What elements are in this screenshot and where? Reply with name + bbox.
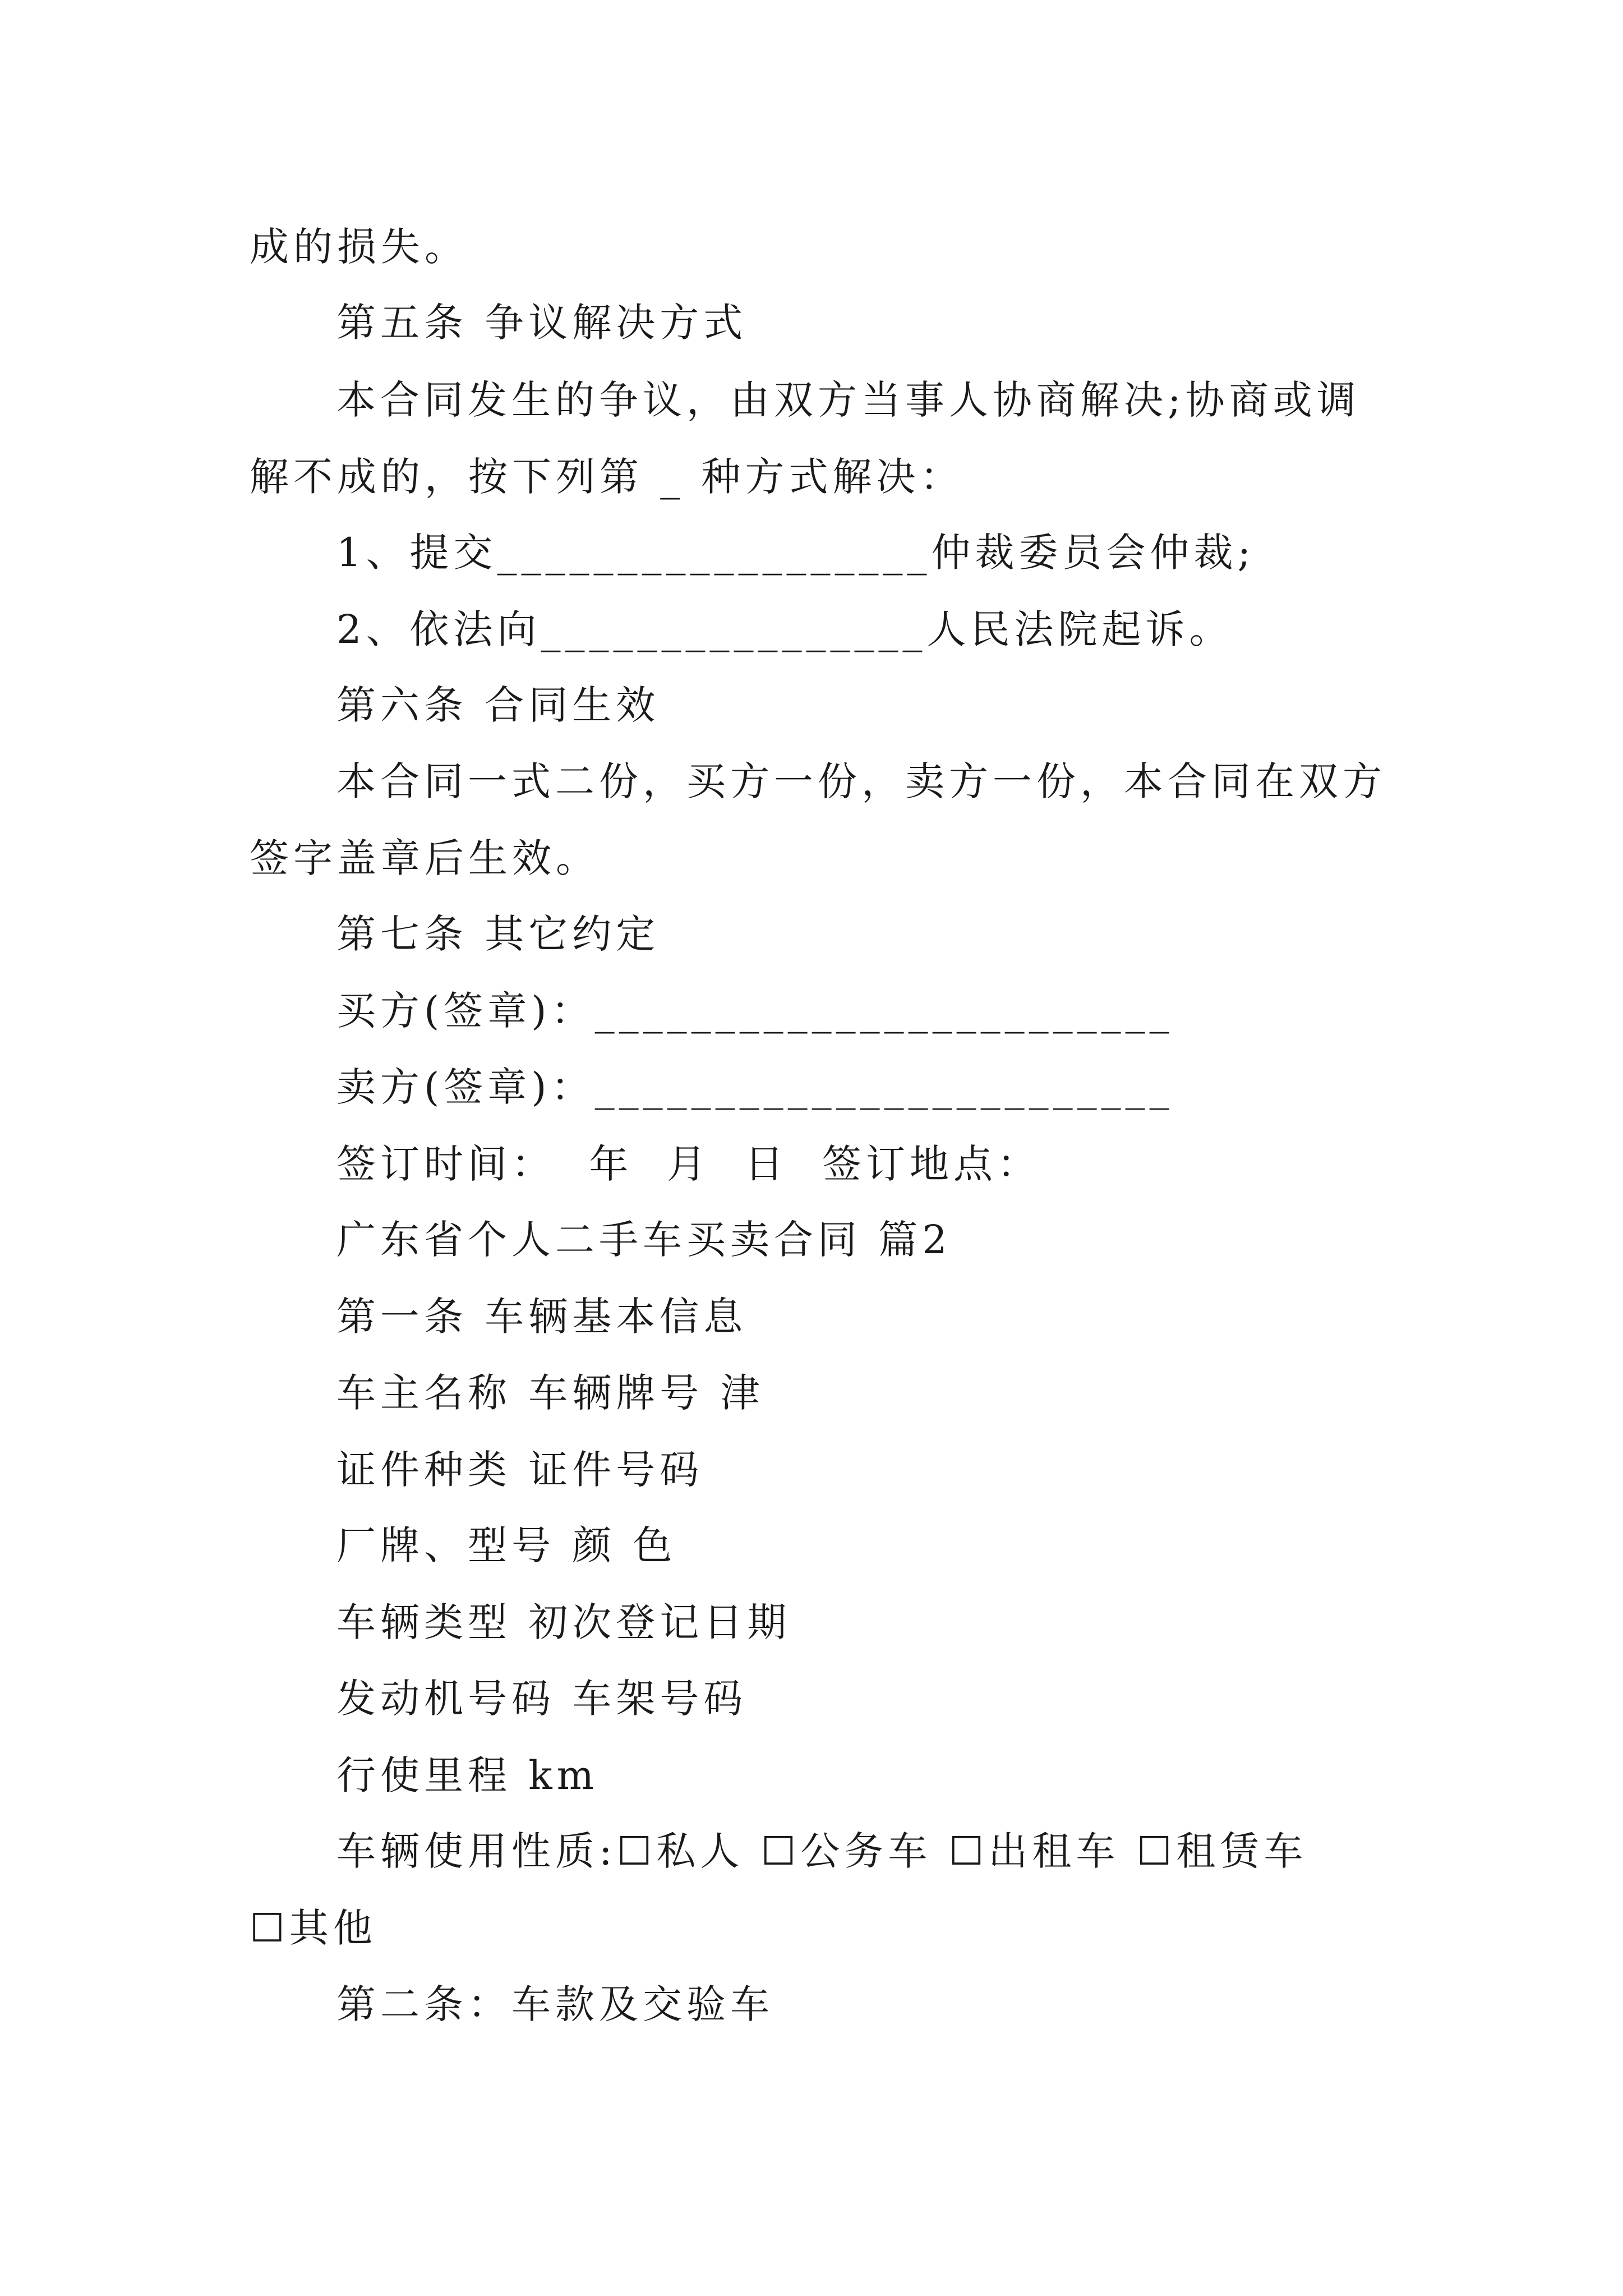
text-line-18: 厂牌、型号 颜 色 [336, 1522, 677, 1568]
document-title-part-2: 广东省个人二手车买卖合同 篇2 [336, 1217, 952, 1263]
text-line-6: 2、依法向________________人民法院起诉。 [336, 606, 1233, 652]
text-line-4: 解不成的，按下列第 _ 种方式解决： [250, 454, 964, 500]
text-line-9: 签字盖章后生效。 [250, 835, 600, 881]
section-heading-article-7: 第七条 其它约定 [336, 911, 660, 957]
text-line-21: 行使里程 km [336, 1752, 599, 1798]
vehicle-usage-other: ☐其他 [250, 1905, 377, 1951]
section-heading-article-2: 第二条：车款及交验车 [336, 1981, 774, 2027]
seller-signature-line: 卖方(签章)：________________________ [336, 1064, 1174, 1110]
section-heading-article-6: 第六条 合同生效 [336, 682, 660, 728]
text-line-1: 成的损失。 [250, 224, 468, 270]
section-heading-article-5: 第五条 争议解决方式 [336, 300, 748, 346]
section-heading-article-1: 第一条 车辆基本信息 [336, 1294, 748, 1340]
text-line-5: 1、提交__________________仲裁委员会仲裁; [336, 530, 1256, 576]
text-line-3: 本合同发生的争议，由双方当事人协商解决;协商或调 [336, 377, 1361, 423]
signing-date-place: 签订时间： 年 月 日 签订地点： [336, 1141, 1041, 1187]
vehicle-usage-options: 车辆使用性质:☐私人 ☐公务车 ☐出租车 ☐租赁车 [336, 1828, 1308, 1874]
buyer-signature-line: 买方(签章)：________________________ [336, 988, 1174, 1034]
text-line-19: 车辆类型 初次登记日期 [336, 1599, 791, 1645]
text-line-17: 证件种类 证件号码 [336, 1447, 704, 1493]
text-line-20: 发动机号码 车架号码 [336, 1676, 748, 1722]
text-line-16: 车主名称 车辆牌号 津 [336, 1370, 764, 1416]
text-line-8: 本合同一式二份，买方一份，卖方一份，本合同在双方 [336, 758, 1386, 804]
